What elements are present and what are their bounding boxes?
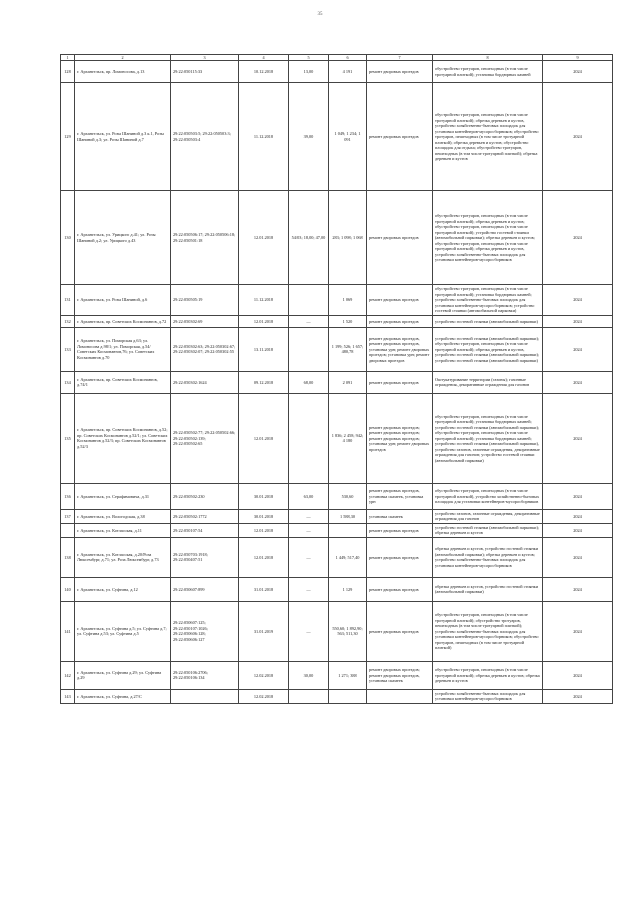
col-header: 5 — [289, 55, 329, 61]
row-number: 141 — [61, 601, 75, 661]
table-row — [61, 661, 613, 689]
work-type-cell: ремонт дворовых проездов — [367, 191, 433, 285]
table-row — [61, 601, 613, 661]
date-cell: 09.12.2018 — [239, 371, 289, 393]
cadastral-number-cell: 29:22:050607:899 — [171, 577, 239, 601]
row-number: 134 — [61, 371, 75, 393]
improvement-register-table — [60, 54, 613, 704]
work-type-cell: ремонт дворовых проездов — [367, 577, 433, 601]
table-row — [61, 327, 613, 371]
address-cell: г. Архангельск, ул. Суфтина, д.27/С — [75, 689, 171, 703]
area-cell: 13,00 — [289, 61, 329, 83]
address-cell: г. Архангельск, пр. Ломоносова, д.13 — [75, 61, 171, 83]
cadastral-number-cell — [171, 689, 239, 703]
cadastral-number-cell: 29:22:050302:63; 29:22:050302:67; 29:22:050302:07; 29:22:050302:55 — [171, 327, 239, 371]
area-cell: — — [289, 577, 329, 601]
row-number: 137 — [61, 509, 75, 523]
year-cell: 2024 — [543, 483, 613, 509]
area-cell: 63,00 — [289, 483, 329, 509]
year-cell: 2024 — [543, 315, 613, 327]
year-cell: 2024 — [543, 537, 613, 577]
row-number: 136 — [61, 483, 75, 509]
cadastral-number-cell: 29:22:050703:1918; 29:22:050407:51 — [171, 537, 239, 577]
size-cell: 1 069 — [329, 285, 367, 316]
work-type-cell — [367, 689, 433, 703]
date-cell: 12.01.2018 — [239, 537, 289, 577]
date-cell: 31.01.2019 — [239, 601, 289, 661]
size-cell: 2 091 — [329, 371, 367, 393]
table-row — [61, 483, 613, 509]
table-row — [61, 577, 613, 601]
row-number: 142 — [61, 661, 75, 689]
size-cell: 1 129 — [329, 577, 367, 601]
area-cell: — — [289, 537, 329, 577]
size-cell: 4 191 — [329, 61, 367, 83]
size-cell: 530,60 — [329, 483, 367, 509]
col-header: 4 — [239, 55, 289, 61]
work-type-cell: ремонт дворовых проездов; ремонт дворовых проездов; ремонт дворовых проездов; установка урн; ремонт дворовых проездов — [367, 393, 433, 483]
cadastral-number-cell: 29:22:050502:77; 29:22:050502:66; 29:22:050502:139; 29:22:050502:65 — [171, 393, 239, 483]
address-cell: г. Архангельск, ул. Розы Шаниной, д.6 — [75, 285, 171, 316]
date-cell: 12.01.2018 — [239, 315, 289, 327]
table-body — [61, 61, 613, 704]
row-number: 130 — [61, 191, 75, 285]
work-type-cell: установка скамеек — [367, 509, 433, 523]
cadastral-number-cell: 29:22:050106:2706; 29:22:050106:134 — [171, 661, 239, 689]
cadastral-number-cell: 29:22:050503:5; 29:22:050503:3; 29:22:050503:4 — [171, 83, 239, 191]
col-header: 6 — [329, 55, 367, 61]
work-type-cell: ремонт дворовых проездов — [367, 61, 433, 83]
address-cell: г. Архангельск, ул. Суфтина, д.12 — [75, 577, 171, 601]
year-cell: 2024 — [543, 577, 613, 601]
improvement-measures-cell: обустройство тротуаров, пешеходных (в том числе тротуарной плиткой); установка бордюрных камней; устройство гостевой стоянки (автомобильной парковки); обустройство тротуаров, пешеходных (в том числе тротуарной плиткой); установка бордюрных камней; устройство гостевой стоянки (автомобильной парковки), устройство газонов, газонные ограждения, декоративные ограждения для газонов; устройство гостевой стоянки (автомобильной парковки) — [433, 393, 543, 483]
area-cell: 68,00 — [289, 371, 329, 393]
page-number: 35 — [317, 12, 323, 17]
table-row — [61, 393, 613, 483]
year-cell: 2024 — [543, 191, 613, 285]
row-number: 129 — [61, 83, 75, 191]
size-cell: 283; 1 098; 1 068 — [329, 191, 367, 285]
cadastral-number-cell: 29:22:050502:1772 — [171, 509, 239, 523]
year-cell: 2024 — [543, 523, 613, 537]
row-number: 138 — [61, 537, 75, 577]
improvement-measures-cell: обустройство тротуаров, пешеходных (в том числе тротуарной плиткой); обрезка деревьев и кустов; обустройство тротуаров, пешеходных (в том числе тротуарной плиткой); устройство гостевой стоянки (автомобильной парковки); обрезка деревьев и кустов; обустройство тротуаров, пешеходных (в том числе тротуарной плиткой); обрезка деревьев и кустов, устройство хозяйственно-бытовых площадок для установки контейнеров-мусоросборников — [433, 191, 543, 285]
col-header: 7 — [367, 55, 433, 61]
date-cell: 12.02.2018 — [239, 689, 289, 703]
area-cell: 39,00 — [289, 83, 329, 191]
date-cell: 11.12.2018 — [239, 285, 289, 316]
year-cell: 2024 — [543, 661, 613, 689]
area-cell — [289, 327, 329, 371]
size-cell: 1 271; 388 — [329, 661, 367, 689]
work-type-cell: ремонт дворовых проездов — [367, 537, 433, 577]
row-number — [61, 523, 75, 537]
size-cell — [329, 689, 367, 703]
area-cell: — — [289, 523, 329, 537]
cadastral-number-cell: 29:22:050302:1624 — [171, 371, 239, 393]
area-cell — [289, 689, 329, 703]
improvement-measures-cell: устройство гостевой стоянки (автомобильной парковки) — [433, 315, 543, 327]
date-cell: 30.01.2018 — [239, 483, 289, 509]
improvement-measures-cell: устройство гостевой стоянки (автомобильной парковки); обрезка деревьев и кустов — [433, 523, 543, 537]
row-number: 133 — [61, 327, 75, 371]
area-cell: — — [289, 601, 329, 661]
address-cell: г. Архангельск, пр. Советских Космонавтов, д.72 — [75, 315, 171, 327]
improvement-measures-cell: обустройство тротуаров, пешеходных (в том числе тротуарной плиткой); установка бордюрных камней — [433, 61, 543, 83]
year-cell: 2024 — [543, 689, 613, 703]
date-cell: 11.12.2018 — [239, 83, 289, 191]
table-row — [61, 523, 613, 537]
row-number: 131 — [61, 285, 75, 316]
address-cell: г. Архангельск, ул. Урицкого д.41; ул. Розы Шаниной д.2; ул. Урицкого д.43 — [75, 191, 171, 285]
address-cell: г. Архангельск, пр. Советских Космонавтов, д.74/1 — [75, 371, 171, 393]
cadastral-number-cell: 29:22:050502:230 — [171, 483, 239, 509]
improvement-measures-cell: обустройство тротуаров, пешеходных (в том числе тротуарной плиткой); обрезка деревьев и кустов; обрезка деревьев и кустов — [433, 661, 543, 689]
improvement-measures-cell: обустройство тротуаров, пешеходных (в том числе тротуарной плиткой); обустройство тротуаров, пешеходных (в том числе тротуарной плиткой); устройство хозяйственно-бытовых площадок для установки контейнеров-мусоросборников; обустройство тротуаров, пешеходных (в том числе тротуарной плиткой) — [433, 601, 543, 661]
year-cell: 2024 — [543, 327, 613, 371]
work-type-cell: ремонт дворовых проездов — [367, 83, 433, 191]
improvement-measures-cell: обрезка деревьев и кустов, устройство гостевой стоянки (автомобильной парковки) — [433, 577, 543, 601]
improvement-measures-cell: обустройство тротуаров, пешеходных (в том числе тротуарной плиткой); обрезка деревьев и кустов, устройство хозяйственно-бытовых площадок для установки контейнеров-мусоросборников; обустройство тротуаров, пешеходных (в том числе тротуарной плиткой); обрезка деревьев и кустов; обустройство площадок для отдыха; обустройство тротуаров, пешеходных (в том числе тротуарной плиткой); обрезка деревьев и кустов — [433, 83, 543, 191]
table-row — [61, 509, 613, 523]
cadastral-number-cell: 29:22:050107:54 — [171, 523, 239, 537]
year-cell: 2024 — [543, 601, 613, 661]
area-cell — [289, 393, 329, 483]
address-cell: г. Архангельск, ул. Суфтина д.5; ул. Суфтина д.7; ул. Суфтина д.53; ул. Суфтина д.5 — [75, 601, 171, 661]
table-row — [61, 83, 613, 191]
date-cell: 12.01.2018 — [239, 393, 289, 483]
size-cell: 1 520 — [329, 315, 367, 327]
improvement-measures-cell: устройство гостевой стоянки (автомобильной парковки); обустройство тротуаров, пешеходных (в том числе тротуарной плиткой); обрезка деревьев и кустов, устройство гостевой стоянки (автомобильной парковки); устройство гостевой стоянки (автомобильной парковки) — [433, 327, 543, 371]
size-cell: 1 836; 2 458; 942; 4 180 — [329, 393, 367, 483]
improvement-measures-cell: устройство газонов, газонные ограждения, декоративные ограждения для газонов — [433, 509, 543, 523]
row-number: 128 — [61, 61, 75, 83]
cadastral-number-cell: 29:22:050505:19 — [171, 285, 239, 316]
col-header: 2 — [75, 55, 171, 61]
year-cell: 2024 — [543, 371, 613, 393]
address-cell: г. Архангельск, ул. Котласская, д.20/Роза Люксембург, д.71; ул. Роза Люксембург, д.73 — [75, 537, 171, 577]
row-number: 143 — [61, 689, 75, 703]
address-cell: г. Архангельск, ул. Котласская, д.11 — [75, 523, 171, 537]
date-cell: 10.12.2018 — [239, 61, 289, 83]
improvement-measures-cell: обрезка деревьев и кустов, устройство гостевой стоянки (автомобильной парковки); обрезка деревьев и кустов; устройство хозяйственно-бытовых площадок для установки контейнеров-мусоросборников — [433, 537, 543, 577]
col-header: 1 — [61, 55, 75, 61]
area-cell: — — [289, 509, 329, 523]
size-cell: 1 449; 517,40 — [329, 537, 367, 577]
work-type-cell: ремонт дворовых проездов, ремонт дворовых проездов, установка урн; ремонт дворовых проездов; установка урн; ремонт дворовых проездов — [367, 327, 433, 371]
work-type-cell: ремонт дворовых проездов — [367, 315, 433, 327]
table-row — [61, 537, 613, 577]
date-cell: 12.01.2018 — [239, 191, 289, 285]
date-cell: 13.11.2018 — [239, 327, 289, 371]
size-cell: 1 049; 1 234; 1 091 — [329, 83, 367, 191]
cadastral-number-cell: 29:22:050506:17; 29:22:050506:18; 29:22:050501:18 — [171, 191, 239, 285]
table-row — [61, 689, 613, 703]
size-cell: 1 588,30 — [329, 509, 367, 523]
year-cell: 2024 — [543, 61, 613, 83]
year-cell: 2024 — [543, 285, 613, 316]
work-type-cell: ремонт дворовых проездов — [367, 523, 433, 537]
address-cell: г. Архангельск, ул. Вологодская, д.38 — [75, 509, 171, 523]
year-cell: 2024 — [543, 393, 613, 483]
area-cell: 54/03; 18,00; 47,00 — [289, 191, 329, 285]
work-type-cell: ремонт дворовых проездов, установка скамеек, установка урн — [367, 483, 433, 509]
cadastral-number-cell: 29:22:050302:69 — [171, 315, 239, 327]
work-type-cell: ремонт дворовых проездов — [367, 285, 433, 316]
col-header: 3 — [171, 55, 239, 61]
size-cell: 1 199; 526; 1 657; 480,78 — [329, 327, 367, 371]
size-cell: 550,60; 1 892,90; 563; 511,30 — [329, 601, 367, 661]
address-cell: г. Архангельск, пр. Советских Космонавтов, д.52; пр. Советских Космонавтов д.52/1; ул. Советских Космонавтов д.52/3; пр. Советских Космонавтов д.52/3 — [75, 393, 171, 483]
row-number: 135 — [61, 393, 75, 483]
table-row — [61, 191, 613, 285]
work-type-cell: ремонт дворовых проездов; ремонт дворовых проездов, установка скамеек — [367, 661, 433, 689]
improvement-measures-cell: обустройство тротуаров, пешеходных (в том числе тротуарной плиткой), устройство хозяйственно-бытовых площадок для установки контейнеров-мусоросборников — [433, 483, 543, 509]
table-row — [61, 315, 613, 327]
cadastral-number-cell: 29:22:050115:33 — [171, 61, 239, 83]
area-cell: — — [289, 315, 329, 327]
row-number: 132 — [61, 315, 75, 327]
improvement-measures-cell: Оштукатуривание территории (газоны); газонные ограждения, декоративные ограждения для газонов — [433, 371, 543, 393]
date-cell: 31.01.2018 — [239, 577, 289, 601]
address-cell: г. Архангельск, ул. Серафимовича, д.31 — [75, 483, 171, 509]
table-row — [61, 61, 613, 83]
work-type-cell: ремонт дворовых проездов — [367, 371, 433, 393]
table-row — [61, 285, 613, 316]
address-cell: г. Архангельск, ул. Суфтина д.29; ул. Суфтина д.29 — [75, 661, 171, 689]
size-cell — [329, 523, 367, 537]
row-number: 140 — [61, 577, 75, 601]
work-type-cell: ремонт дворовых проездов — [367, 601, 433, 661]
date-cell: 12.01.2018 — [239, 523, 289, 537]
address-cell: г. Архангельск, ул. Розы Шаниной д.3 к.1, Розы Шаниной д.3; ул. Розы Шаниной д.7 — [75, 83, 171, 191]
date-cell: 30.01.2018 — [239, 509, 289, 523]
table-row — [61, 371, 613, 393]
col-header: 9 — [543, 55, 613, 61]
cadastral-number-cell: 29:22:050607:125; 29:22:050107:1026; 29:22:050606:128; 29:22:050606:127 — [171, 601, 239, 661]
area-cell: 30,00 — [289, 661, 329, 689]
improvement-measures-cell: обустройство тротуаров, пешеходных (в том числе тротуарной плиткой); установка бордюрных камней; устройство хозяйственно-бытовых площадок для установки контейнеров-мусоросборников; устройство гостевой стоянки (автомобильной парковки) — [433, 285, 543, 316]
year-cell: 2024 — [543, 509, 613, 523]
col-header: 8 — [433, 55, 543, 61]
address-cell: г. Архангельск, ул. Поморская д.63; ул. Ломоносова д.98/1; ул. Поморская, д.54/Советских Космонавтов,76; ул. Советских Космонавтов д.70 — [75, 327, 171, 371]
area-cell — [289, 285, 329, 316]
improvement-measures-cell: устройство хозяйственно-бытовых площадок для установки контейнеров-мусоросборников — [433, 689, 543, 703]
year-cell: 2024 — [543, 83, 613, 191]
date-cell: 12.02.2018 — [239, 661, 289, 689]
